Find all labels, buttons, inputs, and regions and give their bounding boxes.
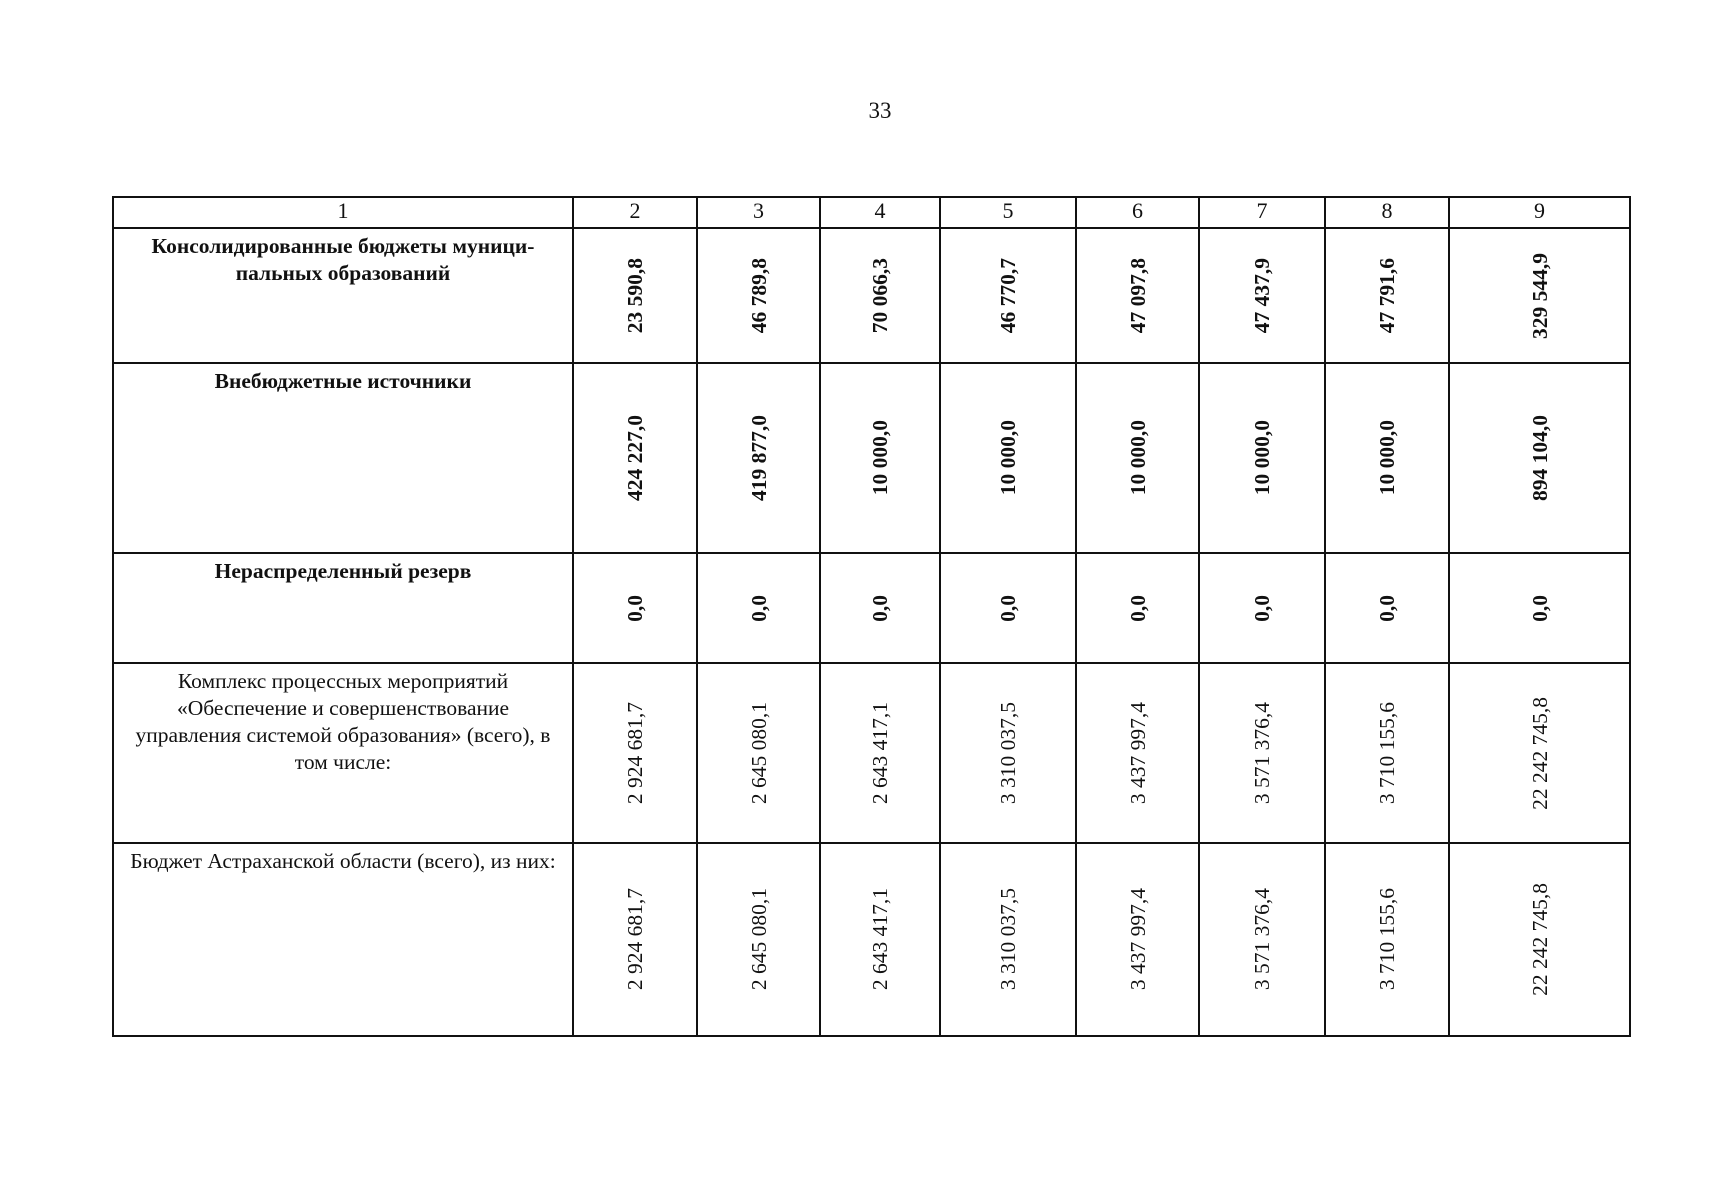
value-cell: 3 310 037,5 xyxy=(940,663,1076,843)
value-cell: 2 643 417,1 xyxy=(820,843,940,1036)
value-cell: 46 770,7 xyxy=(940,228,1076,363)
value-cell: 47 791,6 xyxy=(1325,228,1449,363)
total-cell: 22 242 745,8 xyxy=(1449,843,1630,1036)
budget-table xyxy=(112,196,1631,1037)
value-cell: 23 590,8 xyxy=(573,228,697,363)
header-cell-1: 1 xyxy=(113,197,573,228)
value-cell: 70 066,3 xyxy=(820,228,940,363)
value-cell: 10 000,0 xyxy=(820,363,940,553)
value-cell: 10 000,0 xyxy=(940,363,1076,553)
row-label: Нераспределенный резерв xyxy=(113,553,573,663)
value-cell: 0,0 xyxy=(1325,553,1449,663)
row-label: Бюджет Астраханской области (всего), из них: xyxy=(113,843,573,1036)
table-row xyxy=(113,553,1630,663)
total-cell: 329 544,9 xyxy=(1449,228,1630,363)
value-cell: 3 310 037,5 xyxy=(940,843,1076,1036)
row-label: Внебюджетные источники xyxy=(113,363,573,553)
value-cell: 0,0 xyxy=(1076,553,1199,663)
value-cell: 10 000,0 xyxy=(1199,363,1325,553)
row-label: Комплекс процессных мероприятий «Обеспечение и совершенствование управления системой образования» (всего), в том числе: xyxy=(113,663,573,843)
value-cell: 3 437 997,4 xyxy=(1076,843,1199,1036)
total-cell: 0,0 xyxy=(1449,553,1630,663)
value-cell: 3 571 376,4 xyxy=(1199,663,1325,843)
header-cell-4: 4 xyxy=(820,197,940,228)
value-cell: 10 000,0 xyxy=(1076,363,1199,553)
table-row xyxy=(113,663,1630,843)
value-cell: 3 710 155,6 xyxy=(1325,663,1449,843)
value-cell: 47 437,9 xyxy=(1199,228,1325,363)
value-cell: 2 645 080,1 xyxy=(697,663,820,843)
header-row xyxy=(113,197,1630,228)
header-cell-2: 2 xyxy=(573,197,697,228)
table-row xyxy=(113,228,1630,363)
header-cell-3: 3 xyxy=(697,197,820,228)
value-cell: 46 789,8 xyxy=(697,228,820,363)
value-cell: 0,0 xyxy=(820,553,940,663)
value-cell: 0,0 xyxy=(573,553,697,663)
value-cell: 419 877,0 xyxy=(697,363,820,553)
value-cell: 0,0 xyxy=(940,553,1076,663)
value-cell: 3 571 376,4 xyxy=(1199,843,1325,1036)
table-row xyxy=(113,843,1630,1036)
header-cell-9: 9 xyxy=(1449,197,1630,228)
page-number: 33 xyxy=(868,98,892,123)
value-cell: 47 097,8 xyxy=(1076,228,1199,363)
value-cell: 2 643 417,1 xyxy=(820,663,940,843)
header-cell-7: 7 xyxy=(1199,197,1325,228)
value-cell: 424 227,0 xyxy=(573,363,697,553)
header-cell-5: 5 xyxy=(940,197,1076,228)
total-cell: 22 242 745,8 xyxy=(1449,663,1630,843)
value-cell: 10 000,0 xyxy=(1325,363,1449,553)
value-cell: 0,0 xyxy=(1199,553,1325,663)
value-cell: 2 924 681,7 xyxy=(573,843,697,1036)
total-cell: 894 104,0 xyxy=(1449,363,1630,553)
value-cell: 2 924 681,7 xyxy=(573,663,697,843)
value-cell: 3 437 997,4 xyxy=(1076,663,1199,843)
value-cell: 2 645 080,1 xyxy=(697,843,820,1036)
table-row xyxy=(113,363,1630,553)
value-cell: 0,0 xyxy=(697,553,820,663)
row-label: Консолидированные бюджеты муници-пальных образований xyxy=(113,228,573,363)
header-cell-8: 8 xyxy=(1325,197,1449,228)
value-cell: 3 710 155,6 xyxy=(1325,843,1449,1036)
header-cell-6: 6 xyxy=(1076,197,1199,228)
